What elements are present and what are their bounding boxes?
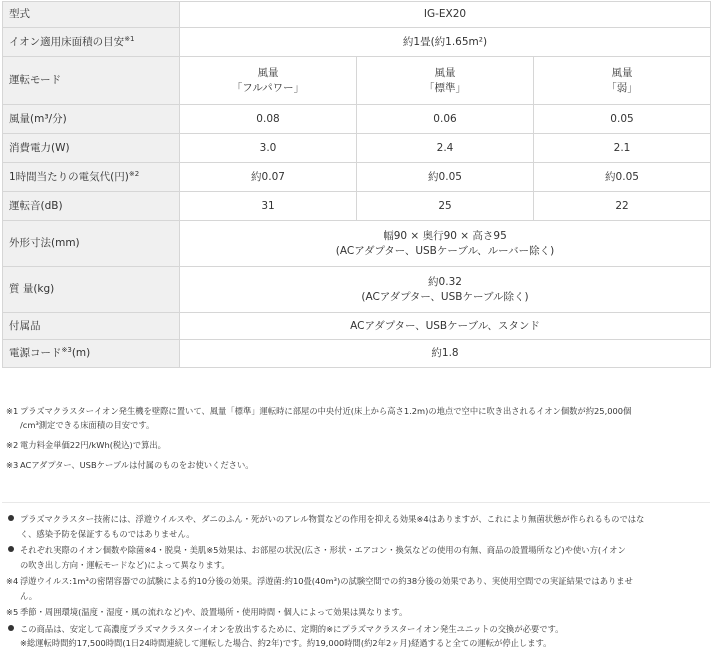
mode-full: 風量 「フルパワー」 [180,57,357,105]
bullet-icon [8,546,14,552]
footnotes [6,404,706,478]
mass-value: 約0.32 (ACアダプター、USBケーブル除く) [180,267,711,313]
bullet-icon [8,515,14,521]
row-label: 運転モード [3,57,180,105]
row-airflow [3,105,711,134]
noise-value: 22 [534,192,711,221]
row-power [3,134,711,163]
notice-item: プラズマクラスター技術には、浮遊ウイルスや、ダニのふん・死がいのアレル物質などの作用を抑える効果※4はありますが、これにより無菌状態が作られるものではな く、感染予防を保証するものではありません。 [6,512,706,541]
mode-weak: 風量 「弱」 [534,57,711,105]
cord-value: 約1.8 [180,340,711,368]
row-cord [3,340,711,368]
notice-item: それぞれ実際のイオン個数や除菌※4・脱臭・美肌※5効果は、お部屋の状況(広さ・形状・エアコン・換気などの使用の有無、商品の設置場所など)や使い方(イオン の吹き出し方向・運転モードなど)によって異なります。 [6,543,706,572]
section-divider [2,502,710,503]
noise-value: 31 [180,192,357,221]
accessories-value: ACアダプター、USBケーブル、スタンド [180,313,711,340]
spec-table [2,1,711,368]
power-value: 3.0 [180,134,357,163]
row-label: 付属品 [3,313,180,340]
footnote-1: ※1 プラズマクラスターイオン発生機を壁際に置いて、風量「標準」運転時に部屋の中央付近(床上から高さ1.2m)の地点で空中に吹き出されるイオン個数が約25,000個 /cm³測定できる床面積の目安です。 [6,406,632,430]
model-value: IG-EX20 [180,2,711,28]
row-mass [3,267,711,313]
power-value: 2.4 [357,134,534,163]
dims-value: 幅90 × 奥行90 × 高さ95 (ACアダプター、USBケーブル、ルーバー除く) [180,221,711,267]
footnote-2: ※2 電力料金単価22円/kWh(税込)で算出。 [6,440,166,450]
row-label: 風量(m³/分) [3,105,180,134]
row-label: 消費電力(W) [3,134,180,163]
cost-value: 約0.05 [534,163,711,192]
row-label: 1時間当たりの電気代(円)$^{※2}$ [3,163,180,192]
row-label: 質 量(kg) [3,267,180,313]
notice-item: ※5 季節・周囲環境(温度・湿度・風の流れなど)や、設置場所・使用時間・個人によって効果は異なります。 [6,607,408,617]
airflow-value: 0.06 [357,105,534,134]
power-value: 2.1 [534,134,711,163]
area-value: 約1畳(約1.65m²) [180,28,711,57]
row-cost [3,163,711,192]
cost-value: 約0.07 [180,163,357,192]
mode-standard: 風量 「標準」 [357,57,534,105]
notice-item: この商品は、安定して高濃度プラズマクラスターイオンを放出するために、定期的※にプラズマクラスターイオン発生ユニットの交換が必要です。 ※総運転時間約17,500時間(1日24時間連続して運転した場合、約2年)です。約19,000時間(約2年2ヶ月)経過すると全ての運転が停止します。 [6,622,706,651]
row-model [3,2,711,28]
airflow-value: 0.05 [534,105,711,134]
cost-value: 約0.05 [357,163,534,192]
row-label: イオン適用床面積の目安$^{※1}$ [3,28,180,57]
airflow-value: 0.08 [180,105,357,134]
bullet-icon [8,625,14,631]
row-label: 型式 [3,2,180,28]
footnote-3: ※3 ACアダプター、USBケーブルは付属のものをお使いください。 [6,460,254,470]
row-label: 運転音(dB) [3,192,180,221]
row-area [3,28,711,57]
row-noise [3,192,711,221]
row-dims [3,221,711,267]
row-accessories [3,313,711,340]
row-label: 電源コード$^{※3}$(m) [3,340,180,368]
notice-item: ※4 浮遊ウイルス:1m³の密閉容器での試験による約10分後の効果。浮遊菌:約10畳(40m³)の試験空間での約38分後の効果であり、実使用空間での実証結果ではありませ ん。 [6,576,633,601]
row-mode [3,57,711,105]
noise-value: 25 [357,192,534,221]
notice-list [6,512,706,653]
row-label: 外形寸法(mm) [3,221,180,267]
